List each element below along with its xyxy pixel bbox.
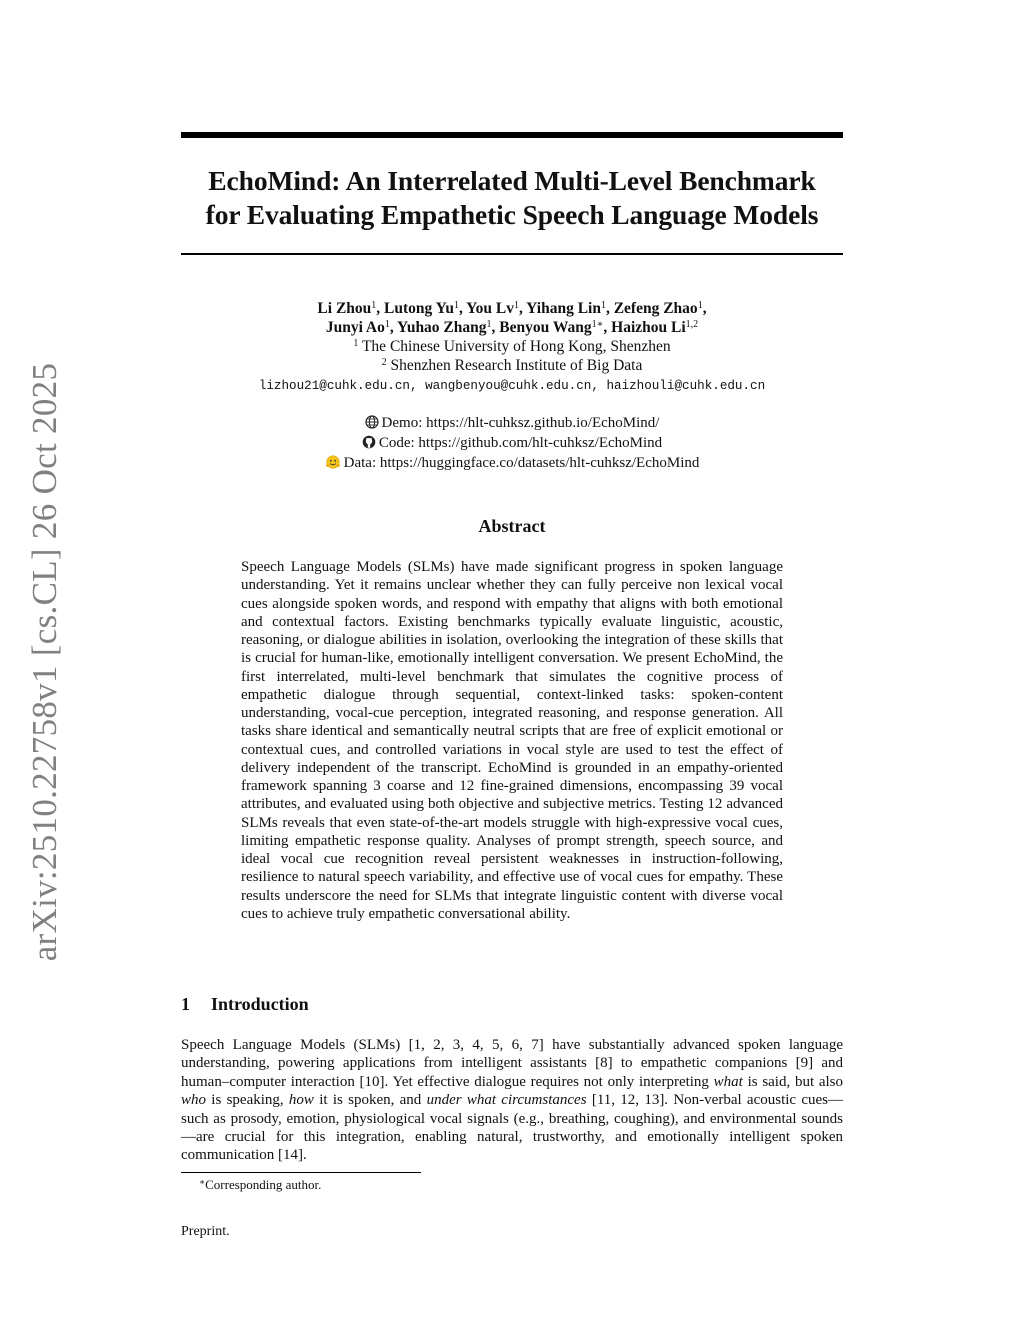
author-sup: 1 [513,300,519,311]
footnote-rule [181,1172,421,1173]
affiliation-2 [181,356,843,375]
affiliation-sup: 1 [353,338,359,349]
intro-emphasis: how [288,1092,314,1109]
footnote-mark: ∗ [199,1177,206,1187]
affiliation-sup: 2 [381,357,387,368]
affiliation-1 [181,337,843,356]
footnote [199,1177,321,1193]
footer-preprint: Preprint. [181,1224,230,1239]
author-sup: 1 [697,300,703,311]
abstract-text: Speech Language Models (SLMs) have made significant progress in spoken language understanding. Yet it remains unclear whether they can fully perceive non lexical vocal cues alongside spoken words, and respond with empathy that aligns with both emotional and contextual factors. Existing benchmarks typically evaluate linguistic, acoustic, reasoning, or dialogue abilities in isolation, overlooking the integration of these skills that is crucial for human-like, emotionally intelligent conversation. We present EchoMind, the first interrelated, multi-level benchmark that simulates the cognitive process of empathetic dialogue through sequential, context-linked tasks: spoken-content understanding, vocal-cue perception, integrated reasoning, and response generation. All tasks share identical and semantically neutral scripts that are free of explicit emotional or contextual cues, and controlled variations in vocal style are used to test the effect of delivery independent of the transcript. EchoMind is grounded in an empathy-oriented framework spanning 3 coarse and 12 fine-grained dimensions, encompassing 39 vocal attributes, and evaluated using both objective and subjective metrics. Testing 12 advanced SLMs reveals that even state-of-the-art models struggle with high-expressive vocal cues, limiting empathetic response quality. Analyses of prompt strength, speech source, and ideal vocal cue recognition reveal persistent weaknesses in instruction-following, resilience to natural speech variability, and effective use of vocal cues for empathy. These results underscore the need for SLMs that integrate linguistic content with diverse vocal cues to achieve truly empathetic conversational ability. [241,559,783,922]
author-sup: 1 [453,300,459,311]
intro-text: Speech Language Models (SLMs) [1, 2, 3, 4, 5, 6, 7] have substantially advanced spoken language understanding, powering applications from intelligent assistants [8] to empathetic companions [9] and human–computer interaction [10]. Yet effective dialogue requires not only interpreting [181,1037,843,1090]
author-names: Li Zhou$^1$, Lutong Yu$^1$, You Lv$^1$, Yihang Lin$^1$, Zefeng Zhao$^1$, Junyi Ao$^1$, Yuhao Zhang$^1$, Benyou Wang$^{1∗}$, Haizhou Li$^{1,2}$ [317,300,707,336]
intro-emphasis: who [181,1092,207,1109]
author: Junyi Ao [325,319,385,336]
author-emails: lizhou21@cuhk.edu.cn, wangbenyou@cuhk.edu.cn, haizhouli@cuhk.edu.cn [258,379,766,393]
author-sup: 1 [384,319,390,330]
resource-links [181,413,843,473]
paper-title [181,164,843,232]
demo-link-text: Demo: https://hlt-cuhksz.github.io/EchoMind/ [381,415,660,431]
section-heading [181,994,309,1015]
section-title: Introduction [211,994,309,1014]
section-number: 1 [181,994,190,1014]
author-sup: 1 [600,300,606,311]
huggingface-icon [325,455,341,469]
intro-text: it is spoken, and [313,1092,427,1109]
author-sup: 1,2 [685,319,699,330]
author: Li Zhou [317,300,372,317]
intro-emphasis: what [713,1073,743,1090]
intro-text: is said, but also [742,1073,844,1090]
intro-paragraph [181,1036,843,1165]
author: Haizhou Li [611,319,686,336]
data-link[interactable] [181,453,843,473]
author: Yuhao Zhang [397,319,487,336]
affiliation-text: Shenzhen Research Institute of Big Data [390,357,643,374]
code-link[interactable] [181,433,843,453]
footnote-text: Corresponding author. [205,1177,322,1192]
globe-icon [365,415,379,429]
data-link-text: Data: https://huggingface.co/datasets/hlt-cuhksz/EchoMind [343,455,700,471]
title-line-1: EchoMind: An Interrelated Multi-Level Benchmark [208,165,816,196]
author-sup: 1∗ [591,319,604,330]
author: Yihang Lin [526,300,601,317]
intro-emphasis: under what circumstances [426,1092,587,1109]
author: Benyou Wang [499,319,592,336]
author: Lutong Yu [384,300,454,317]
abstract-heading: Abstract [478,516,546,536]
demo-link[interactable] [181,413,843,433]
github-icon [362,435,376,449]
title-rule-top [181,132,843,138]
author: You Lv [466,300,514,317]
author: Zefeng Zhao [613,300,698,317]
author-block [181,299,843,396]
author-sup: 1 [486,319,492,330]
author-sup: 1 [371,300,377,311]
code-link-text: Code: https://github.com/hlt-cuhksz/EchoMind [378,435,663,451]
title-rule-bottom [181,253,843,255]
title-line-2: for Evaluating Empathetic Speech Language Models [205,199,819,230]
affiliation-text: The Chinese University of Hong Kong, Shenzhen [361,338,671,355]
intro-text: is speaking, [206,1092,289,1109]
intro-text: [11, 12, 13]. Non-verbal acoustic cues—such as prosody, emotion, physiological vocal signals (e.g., breathing, coughing), and environmental sounds—are crucial for this integration, enabling natural, trustworthy, and emotionally intelligent spoken communication [14]. [181,1092,843,1164]
arxiv-stamp: arXiv:2510.22758v1 [cs.CL] 26 Oct 2025 [25,362,64,962]
